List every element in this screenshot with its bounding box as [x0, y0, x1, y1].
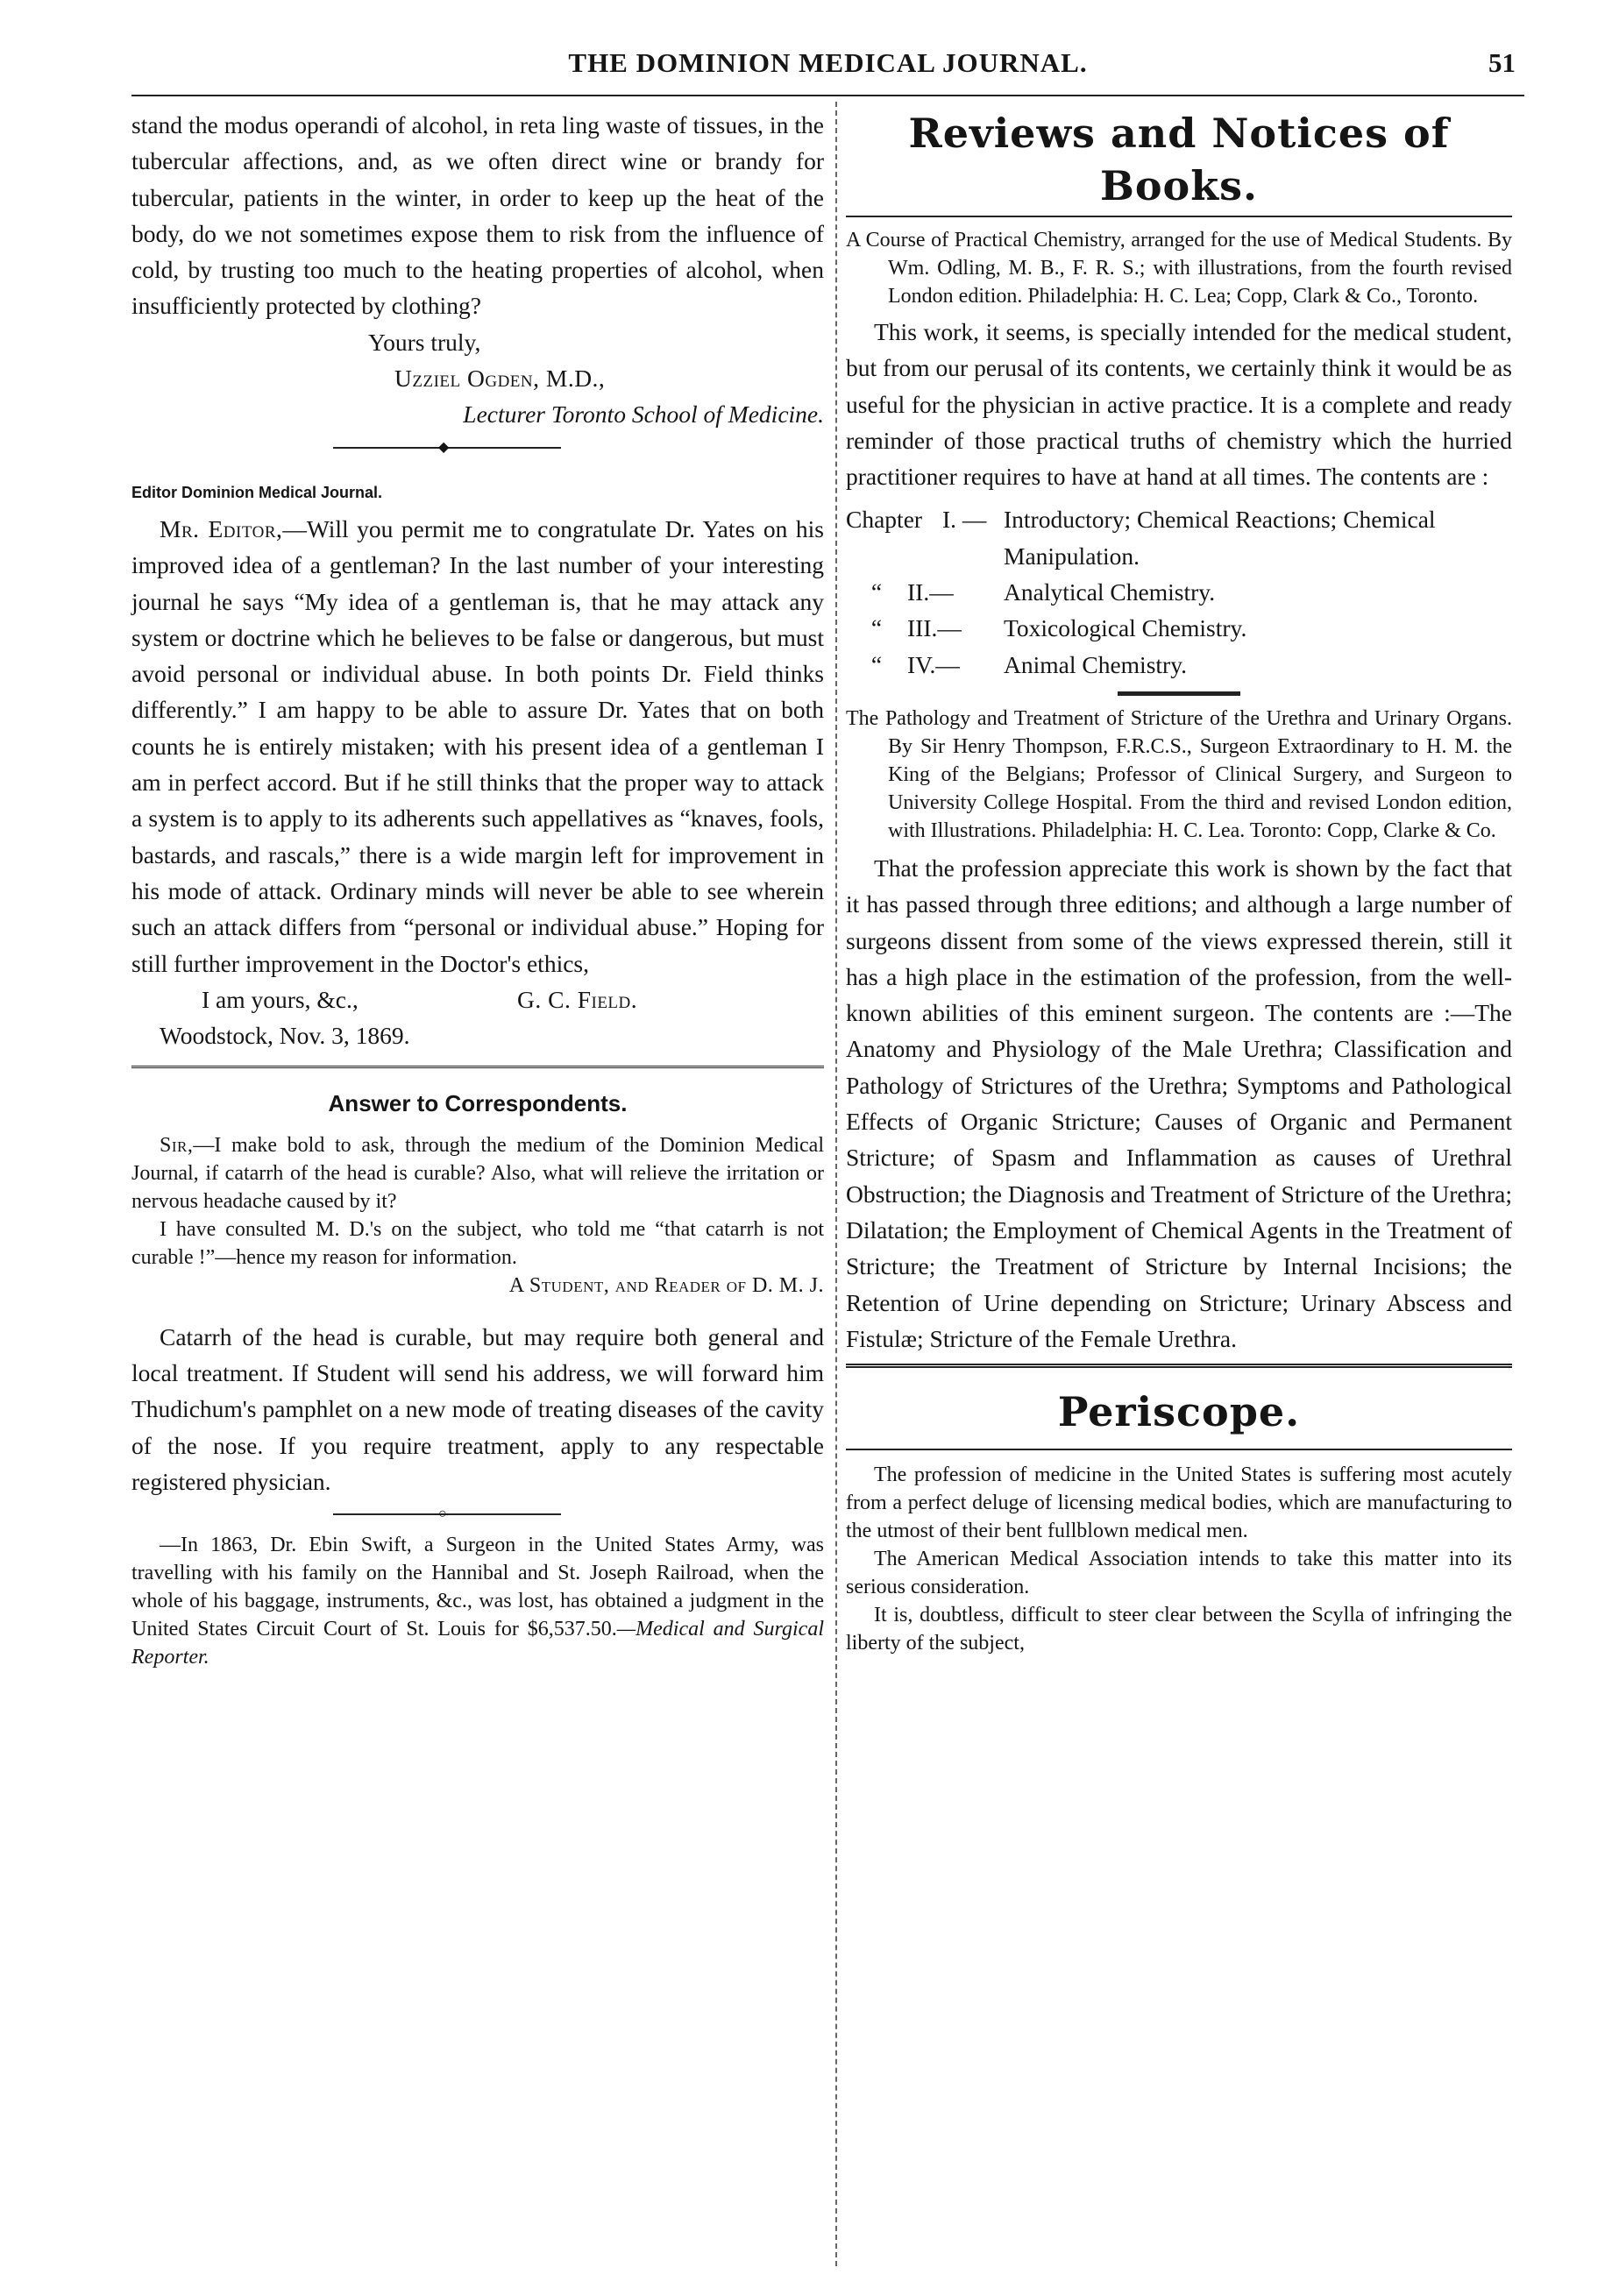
- ornament-rule-2: ○: [131, 1503, 824, 1526]
- periscope-para-2: The American Medical Association intends to take this matter into its serious consideration.: [846, 1548, 1512, 1599]
- swift-text: —In 1863, Dr. Ebin Swift, a Surgeon in the United States Army, was travelling with his family on the Hannibal and St. Joseph Railroad, when the whole of his baggage, instruments, &c., was lost, has obtained a judgment in the United States Circuit Court of St. Louis for $6,537.50.: [131, 1534, 824, 1641]
- book1-review: This work, it seems, is specially intended for the medical student, but from our perusal of its contents, we certainly think it would be as useful for the physician in active practice. It is a complete and ready reminder of those practical truths of chemistry which the hurried practitioner requires to have at hand at all times. The contents are :: [846, 318, 1512, 491]
- book1-citation: A Course of Practical Chemistry, arranged for the use of Medical Students. By Wm. Odling, M. B., F. R. S.; with illustrations, from the fourth revised London edition. Philadelphia: H. C. Lea; Copp, Clark & Co., Toronto.: [846, 229, 1512, 308]
- field-letter: [131, 511, 824, 981]
- chapter-mark: “: [870, 614, 883, 642]
- book2-review: That the profession appreciate this work is shown by the fact that it has passed through three editions; and although a large number of surgeons dissent from some of the views expressed therein, still it has a high place in the estimation of the profession, from the well-known abilities of this eminent surgeon. The contents are :—The Anatomy and Physiology of the Male Urethra; Classification and Pathology of Strictures of the Urethra; Symptoms and Pathological Effects of Organic Stricture; Causes of Organic and Permanent Stricture; of Spasm and Inflammation as causes of Urethral Obstruction; the Diagnosis and Treatment of Stricture of the Urethra; Dilatation; the Employment of Chemical Agents in the Treatment of Stricture; the Treatment of Stricture by Internal Incisions; the Retention of Urine depending on Stricture; Urinary Abscess and Fistulæ; Stricture of the Female Urethra.: [846, 854, 1512, 1352]
- reviews-rule: [846, 216, 1512, 217]
- closing-line: [131, 981, 824, 1017]
- answer-heading: Answer to Correspondents.: [328, 1090, 628, 1117]
- periscope-para-3: It is, doubtless, difficult to steer clear between the Scylla of infringing the liberty of the subject,: [846, 1604, 1512, 1655]
- answer-question-text: —I make bold to ask, through the medium of the Dominion Medical Journal, if catarrh of the head is curable? Also, what will relieve the irritation or nervous headache caused by it?: [131, 1133, 824, 1213]
- page-number: 51: [1488, 47, 1516, 78]
- chapter-num: II.—: [907, 578, 954, 606]
- periscope-underline: [846, 1449, 1512, 1450]
- chapter-text: Animal Chemistry.: [1004, 650, 1188, 678]
- answer-signed: A Student, and Reader of D. M. J.: [508, 1273, 824, 1297]
- sir-label: Sir,: [160, 1133, 194, 1157]
- reviews-heading: Reviews and Notices of Books.: [908, 110, 1450, 209]
- left-column: [131, 107, 824, 1671]
- chapter-mark: “: [870, 650, 883, 678]
- periscope-rule: [846, 1364, 1512, 1373]
- place-date: Woodstock, Nov. 3, 1869.: [160, 1022, 410, 1050]
- signature-name: Uzziel Ogden, M.D.,: [394, 365, 606, 393]
- ornament-rule: ◆: [131, 436, 824, 459]
- book2-citation: The Pathology and Treatment of Stricture of the Urethra and Urinary Organs. By Sir Henry Thompson, F.R.C.S., Surgeon Extraordinary to H. M. the King of the Belgians; Professor of Clinical Surgery, and Surgeon to University College Hospital. From the third and revised London edition, with Illustrations. Philadelphia: H. C. Lea. Toronto: Copp, Clarke & Co.: [846, 706, 1512, 842]
- chapter-text: Introductory; Chemical Reactions; Chemical Manipulation.: [1004, 506, 1436, 570]
- letter-salutation: Mr. Editor,: [160, 514, 283, 542]
- chapter-item: [846, 574, 1512, 610]
- periscope-para-1: The profession of medicine in the United States is suffering most acutely from a perfect deluge of licensing medical bodies, which are manufacturing to the utmost of their bent fullblown medical men.: [846, 1463, 1512, 1543]
- header-rule: [131, 95, 1524, 96]
- running-head: [131, 42, 1524, 82]
- thin-rule: [131, 1303, 824, 1314]
- closing-name: G. C. Field.: [517, 985, 638, 1013]
- chapter-item: [846, 647, 1512, 683]
- closing: I am yours, &c.,: [202, 985, 359, 1013]
- answer-question: [131, 1131, 824, 1215]
- letter-continuation: stand the modus operandi of alcohol, in reta ling waste of tissues, in the tubercular affections, and, as we often direct wine or brandy for tubercular, patients in the winter, in order to keep up the heat of the body, do we not sometimes expose them to risk from the influence of cold, by trusting too much to the heating properties of alcohol, when insufficiently protected by clothing?: [131, 111, 824, 320]
- periscope-heading: Periscope.: [1057, 1388, 1301, 1436]
- right-column: [846, 107, 1512, 1657]
- chapter-num: I. —: [942, 506, 987, 534]
- column-divider: [835, 102, 837, 2266]
- chapter-text: Toxicological Chemistry.: [1004, 614, 1247, 642]
- journal-title: THE DOMINION MEDICAL JOURNAL.: [568, 47, 1088, 78]
- section-divider: [131, 1066, 824, 1072]
- letter-body: —Will you permit me to congratulate Dr. Yates on his improved idea of a gentleman? In the last number of your interesting journal he says “My idea of a gentleman is, that he may attack any system or doctrine which he believes to be false or dangerous, but must avoid personal or individual abuse. In both points Dr. Field thinks differently.” I am happy to be able to assure Dr. Yates that on both counts he is entirely mistaken; with his present idea of a gentleman I am in perfect accord. But if he still thinks that the proper way to attack a system is to apply to its adherents such appellatives as “knaves, fools, bastards, and rascals,” there is a wide margin left for improvement in his mode of attack. Ordinary minds will never be able to see wherein such an attack differs from “personal or individual abuse.” Hoping for still further improvement in the Doctor's ethics,: [131, 514, 824, 977]
- chapter-num: III.—: [907, 614, 962, 642]
- chapter-label: Chapter: [846, 506, 923, 534]
- swift-source: —Medical and Surgical Reporter.: [131, 1618, 824, 1669]
- chapter-list: [846, 501, 1512, 682]
- chapter-mark: “: [870, 578, 883, 606]
- answer-reply: Catarrh of the head is curable, but may require both general and local treatment. If Student will send his address, we will forward him Thudichum's pamphlet on a new mode of treating diseases of the cavity of the nose. If you require treatment, apply to any respectable registered physician.: [131, 1322, 824, 1495]
- signature-title: Lecturer Toronto School of Medicine.: [463, 400, 824, 429]
- yours-truly: Yours truly,: [368, 328, 481, 356]
- answer-question-2: I have consulted M. D.'s on the subject, who told me “that catarrh is not curable !”—hence my reason for information.: [131, 1217, 824, 1269]
- letter-label: Editor Dominion Medical Journal.: [131, 483, 383, 501]
- chapter-item: [846, 501, 1512, 574]
- short-rule: [1118, 691, 1240, 696]
- chapter-text: Analytical Chemistry.: [1004, 578, 1216, 606]
- chapter-num: IV.—: [907, 650, 960, 678]
- swift-item: [131, 1531, 824, 1671]
- chapter-item: [846, 610, 1512, 646]
